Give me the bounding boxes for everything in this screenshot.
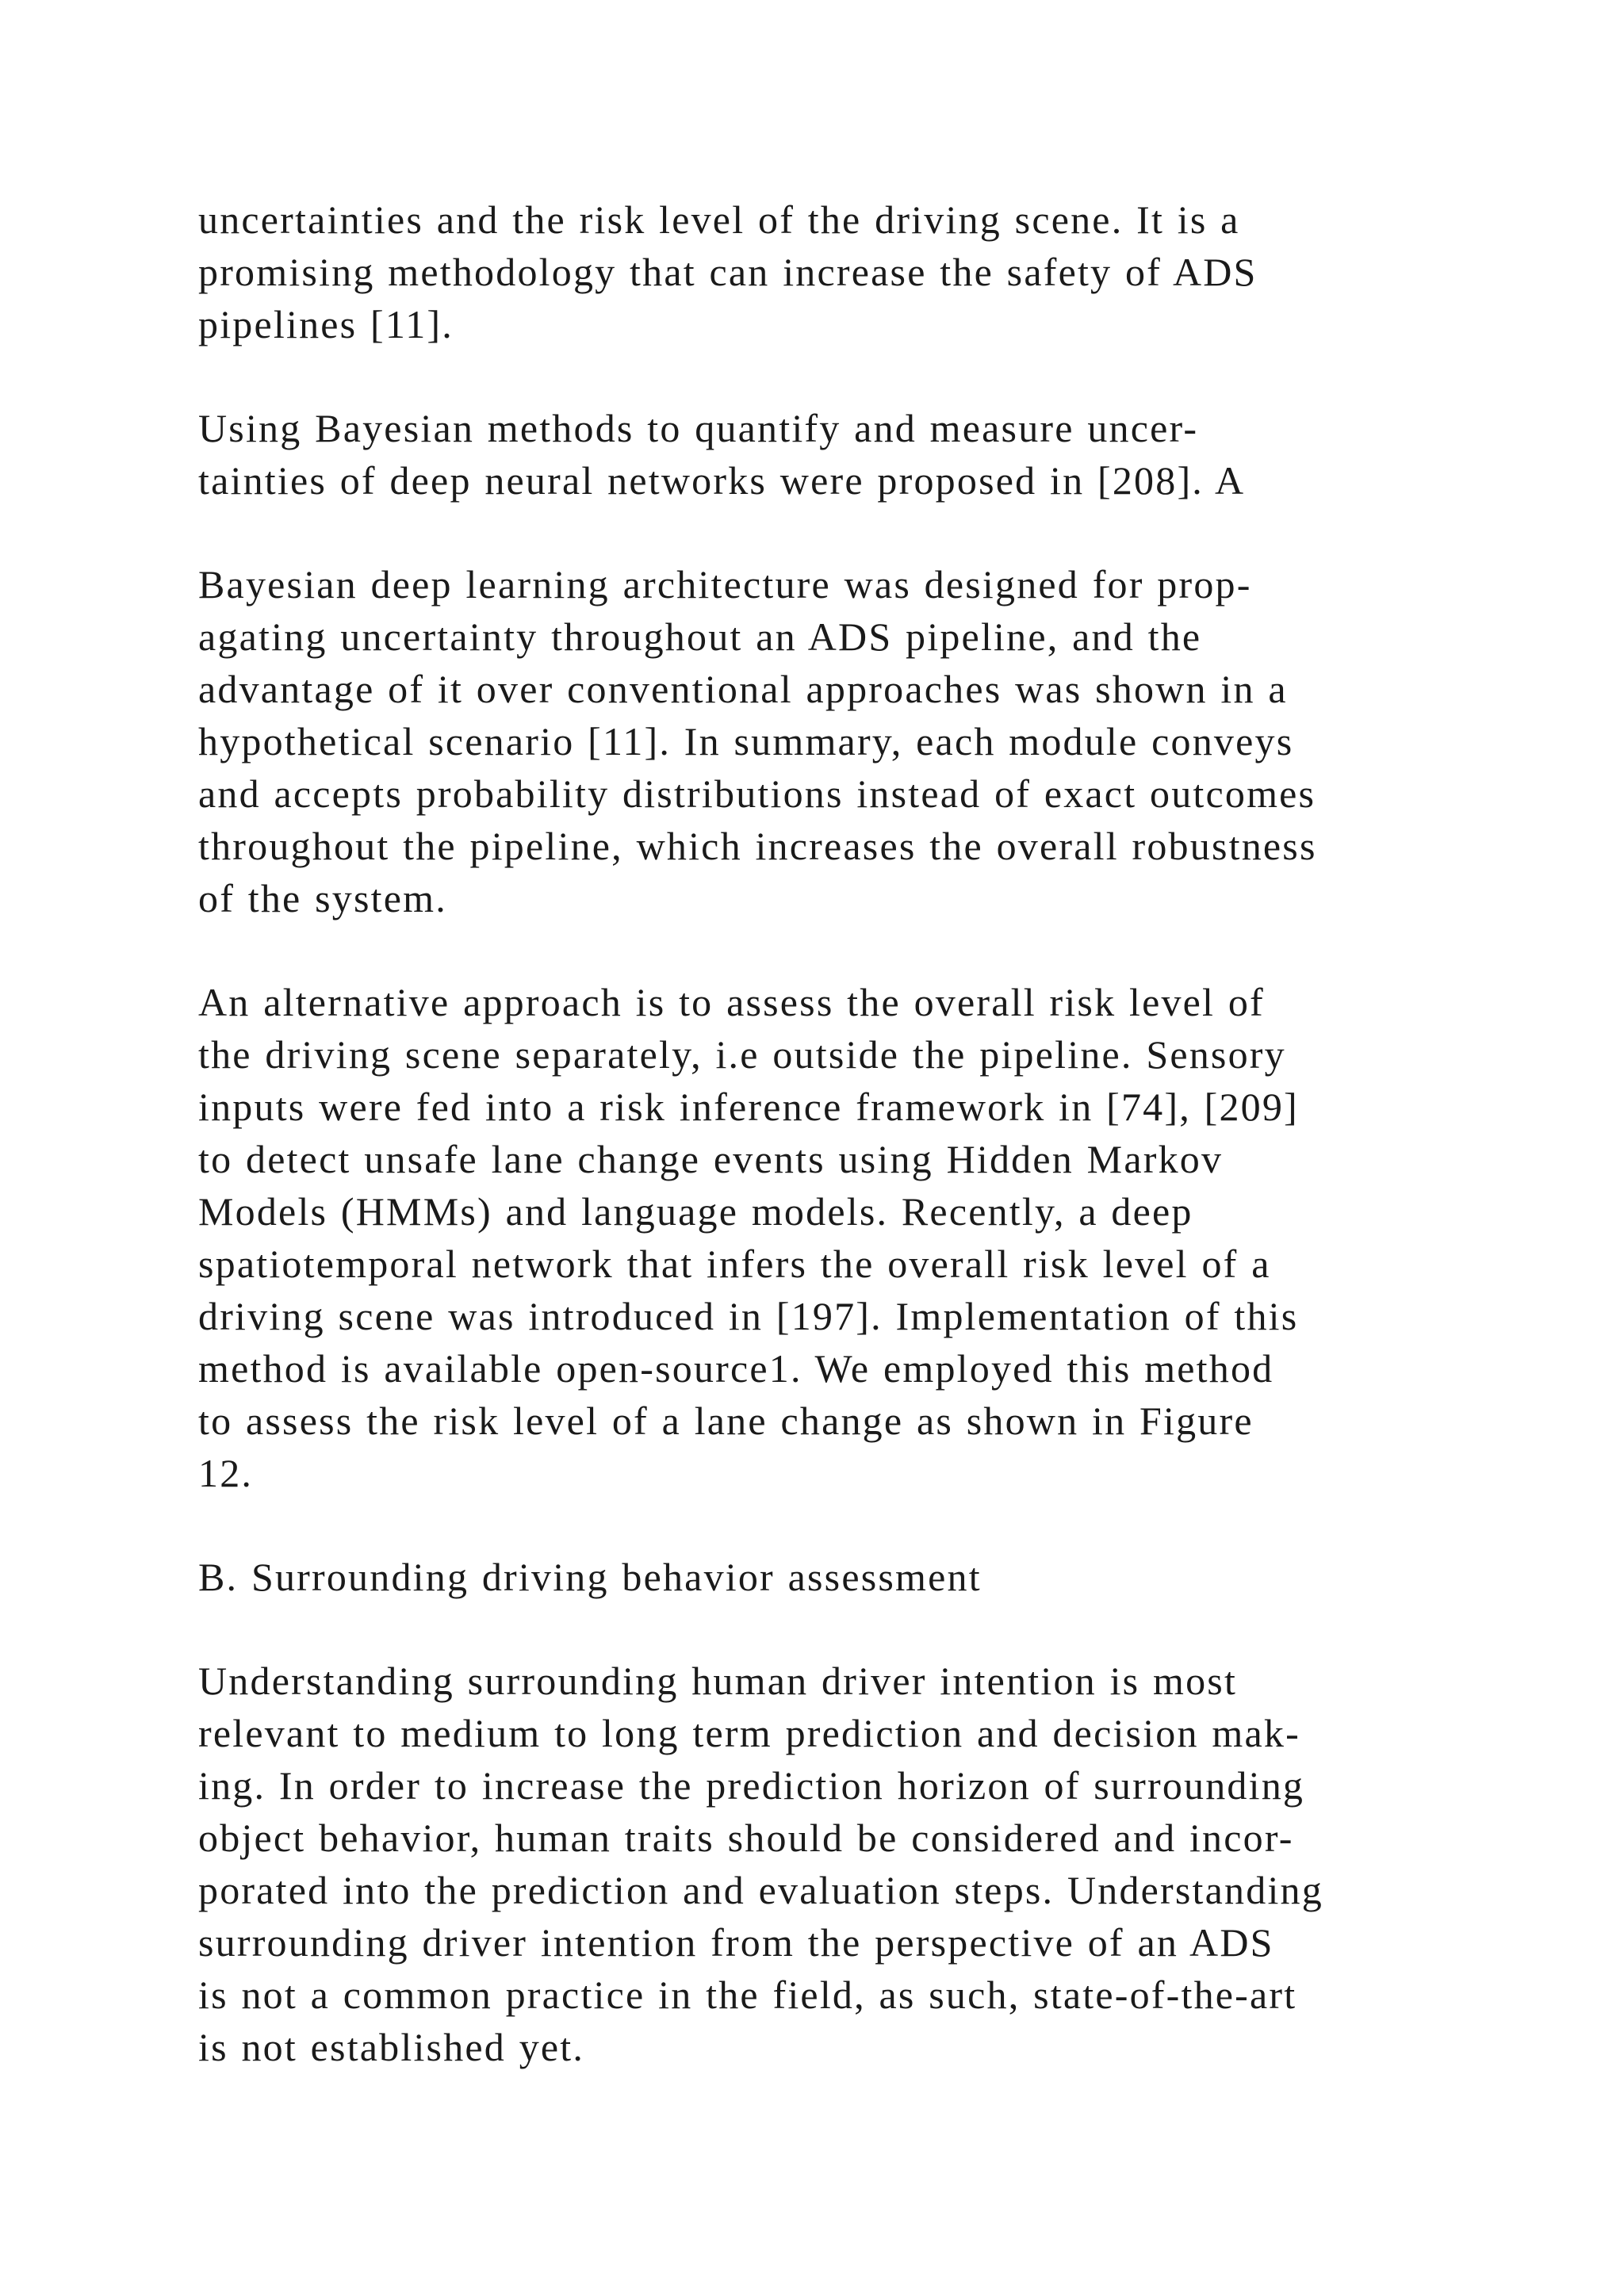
text-line: promising methodology that can increase the safety of ADS — [198, 250, 1258, 294]
paragraph-alternative-approach — [198, 976, 1483, 1499]
paragraph-risk-assessment-intro — [198, 193, 1483, 350]
text-line: driving scene was introduced in [197]. Implementation of this — [198, 1294, 1299, 1338]
paragraph-bayesian-architecture — [198, 558, 1483, 924]
text-line: relevant to medium to long term prediction and decision mak- — [198, 1711, 1300, 1755]
text-line: to assess the risk level of a lane change as shown in Figure — [198, 1399, 1254, 1443]
body-text — [198, 193, 1483, 2073]
paragraph-gap — [198, 507, 1483, 558]
section-heading — [198, 1551, 1483, 1603]
paragraph-driver-intention — [198, 1655, 1483, 2073]
text-line: An alternative approach is to assess the overall risk level of — [198, 980, 1265, 1024]
text-line: and accepts probability distributions instead of exact outcomes — [198, 771, 1316, 816]
text-line: Bayesian deep learning architecture was designed for prop- — [198, 562, 1252, 607]
text-line: agating uncertainty throughout an ADS pipeline, and the — [198, 614, 1202, 659]
paragraph-gap — [198, 350, 1483, 402]
text-line: Models (HMMs) and language models. Recently, a deep — [198, 1189, 1193, 1234]
text-line: hypothetical scenario [11]. In summary, each module conveys — [198, 719, 1294, 763]
text-line: porated into the prediction and evaluation steps. Understanding — [198, 1868, 1323, 1912]
text-line: throughout the pipeline, which increases the overall robustness — [198, 824, 1317, 868]
text-line: 12. — [198, 1451, 254, 1495]
text-line: of the system. — [198, 876, 447, 920]
text-line: spatiotemporal network that infers the overall risk level of a — [198, 1242, 1271, 1286]
text-line: inputs were fed into a risk inference framework in [74], [209] — [198, 1085, 1299, 1129]
text-line: Using Bayesian methods to quantify and measure uncer- — [198, 406, 1199, 450]
text-line: ing. In order to increase the prediction horizon of surrounding — [198, 1763, 1305, 1808]
text-line: is not established yet. — [198, 2025, 585, 2069]
paragraph-bayesian-methods — [198, 402, 1483, 507]
paragraph-gap — [198, 1603, 1483, 1655]
paragraph-gap — [198, 924, 1483, 976]
text-line: to detect unsafe lane change events using Hidden Markov — [198, 1137, 1224, 1181]
text-line: advantage of it over conventional approaches was shown in a — [198, 667, 1288, 711]
text-line: uncertainties and the risk level of the driving scene. It is a — [198, 197, 1240, 242]
text-line: pipelines [11]. — [198, 302, 454, 346]
section-heading-text: B. Surrounding driving behavior assessment — [198, 1555, 982, 1599]
text-line: Understanding surrounding human driver intention is most — [198, 1659, 1238, 1703]
text-line: method is available open-source1. We employed this method — [198, 1346, 1274, 1391]
text-line: surrounding driver intention from the perspective of an ADS — [198, 1920, 1274, 1965]
text-line: object behavior, human traits should be considered and incor- — [198, 1816, 1294, 1860]
text-line: tainties of deep neural networks were proposed in [208]. A — [198, 458, 1246, 503]
text-line: the driving scene separately, i.e outside the pipeline. Sensory — [198, 1032, 1286, 1077]
text-line: is not a common practice in the field, as such, state-of-the-art — [198, 1973, 1297, 2017]
paragraph-gap — [198, 1499, 1483, 1551]
